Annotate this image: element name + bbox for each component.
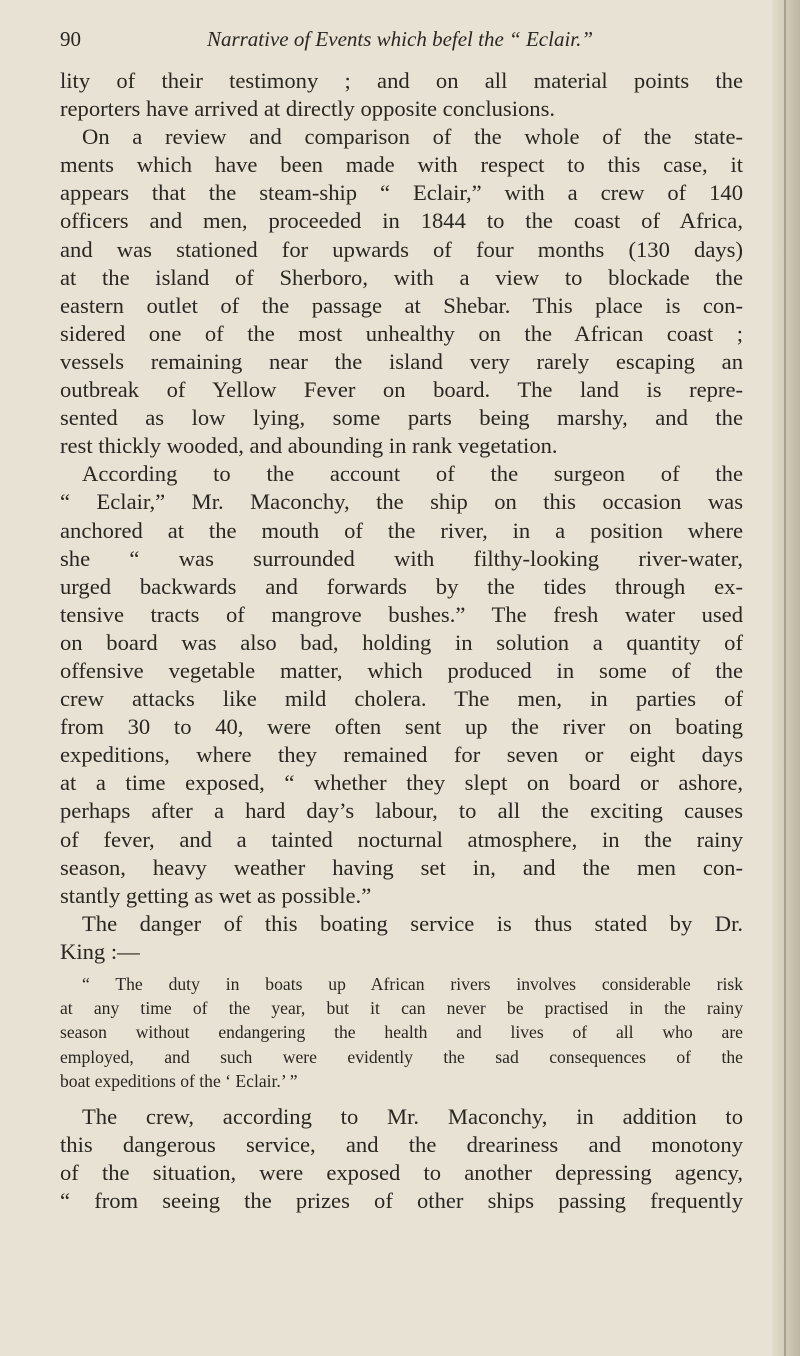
- text-line: at a time exposed, “ whether they slept on board or ashore,: [60, 770, 743, 796]
- page-header: [60, 27, 740, 59]
- page-number: 90: [60, 27, 81, 51]
- paragraph-1: [60, 67, 743, 123]
- text-line: ments which have been made with respect to this case, it: [60, 152, 743, 178]
- text-line: this dangerous service, and the dreariness and monotony: [60, 1132, 743, 1158]
- text-line: urged backwards and forwards by the tides through ex-: [60, 573, 743, 599]
- text-line: outbreak of Yellow Fever on board. The land is repre-: [60, 377, 743, 403]
- text-line: and was stationed for upwards of four months (130 days): [60, 236, 743, 262]
- text-line: According to the account of the surgeon of the: [82, 461, 743, 487]
- paragraph-3: [60, 460, 743, 910]
- quote-line: “ The duty in boats up African rivers involves considerable risk: [82, 974, 743, 994]
- text-line: lity of their testimony ; and on all material points the: [60, 68, 743, 93]
- text-line: at the island of Sherboro, with a view to blockade the: [60, 264, 743, 290]
- page-edge-shadow: [784, 0, 786, 1356]
- text-line: sented as low lying, some parts being marshy, and the: [60, 405, 743, 431]
- text-line: offensive vegetable matter, which produced in some of the: [60, 657, 743, 683]
- text-line: eastern outlet of the passage at Shebar. This place is con-: [60, 292, 743, 318]
- text-line: she “ was surrounded with filthy-looking river-water,: [60, 545, 743, 571]
- text-line: The danger of this boating service is thus stated by Dr.: [82, 910, 743, 936]
- text-line: of fever, and a tainted nocturnal atmosphere, in the rainy: [60, 826, 743, 852]
- page-edge: [772, 0, 800, 1356]
- quote-line: season without endangering the health and lives of all who are: [60, 1022, 743, 1043]
- quote-line: at any time of the year, but it can never be practised in the rainy: [60, 998, 743, 1019]
- text-line: on board was also bad, holding in solution a quantity of: [60, 629, 743, 655]
- text-line: sidered one of the most unhealthy on the African coast ;: [60, 320, 743, 346]
- paragraph-4: [60, 910, 743, 966]
- text-line: officers and men, proceeded in 1844 to the coast of Africa,: [60, 208, 743, 234]
- quote-line: employed, and such were evidently the sad consequences of the: [60, 1046, 743, 1067]
- text-line: tensive tracts of mangrove bushes.” The fresh water used: [60, 601, 743, 627]
- text-line: reporters have arrived at directly opposite conclusions.: [60, 96, 556, 122]
- text-line: stantly getting as wet as possible.”: [60, 882, 372, 908]
- text-line: season, heavy weather having set in, and the men con-: [60, 854, 743, 880]
- text-line: from 30 to 40, were often sent up the river on boating: [60, 714, 743, 740]
- text-line: crew attacks like mild cholera. The men, in parties of: [60, 686, 743, 712]
- text-line: of the situation, were exposed to another depressing agency,: [60, 1160, 743, 1186]
- text-line: anchored at the mouth of the river, in a position where: [60, 517, 743, 543]
- text-line: On a review and comparison of the whole of the state-: [82, 124, 743, 150]
- quote-line: boat expeditions of the ‘ Eclair.’ ”: [60, 1070, 298, 1091]
- running-title: Narrative of Events which befel the “ Eclair.”: [206, 27, 594, 51]
- text-line: “ Eclair,” Mr. Maconchy, the ship on this occasion was: [60, 489, 743, 515]
- text-line: expeditions, where they remained for seven or eight days: [60, 742, 743, 768]
- text-line: perhaps after a hard day’s labour, to all the exciting causes: [60, 798, 743, 824]
- paragraph-2: [60, 123, 743, 460]
- text-line: appears that the steam-ship “ Eclair,” with a crew of 140: [60, 180, 743, 206]
- paragraph-5: [60, 1103, 743, 1215]
- block-quotation: [60, 972, 743, 1093]
- text-line: King :—: [60, 938, 140, 964]
- text-line: The crew, according to Mr. Maconchy, in addition to: [82, 1103, 743, 1129]
- text-line: “ from seeing the prizes of other ships passing frequently: [60, 1188, 743, 1214]
- page-body: [60, 67, 743, 1215]
- text-line: vessels remaining near the island very rarely escaping an: [60, 348, 743, 374]
- text-line: rest thickly wooded, and abounding in rank vegetation.: [60, 433, 558, 459]
